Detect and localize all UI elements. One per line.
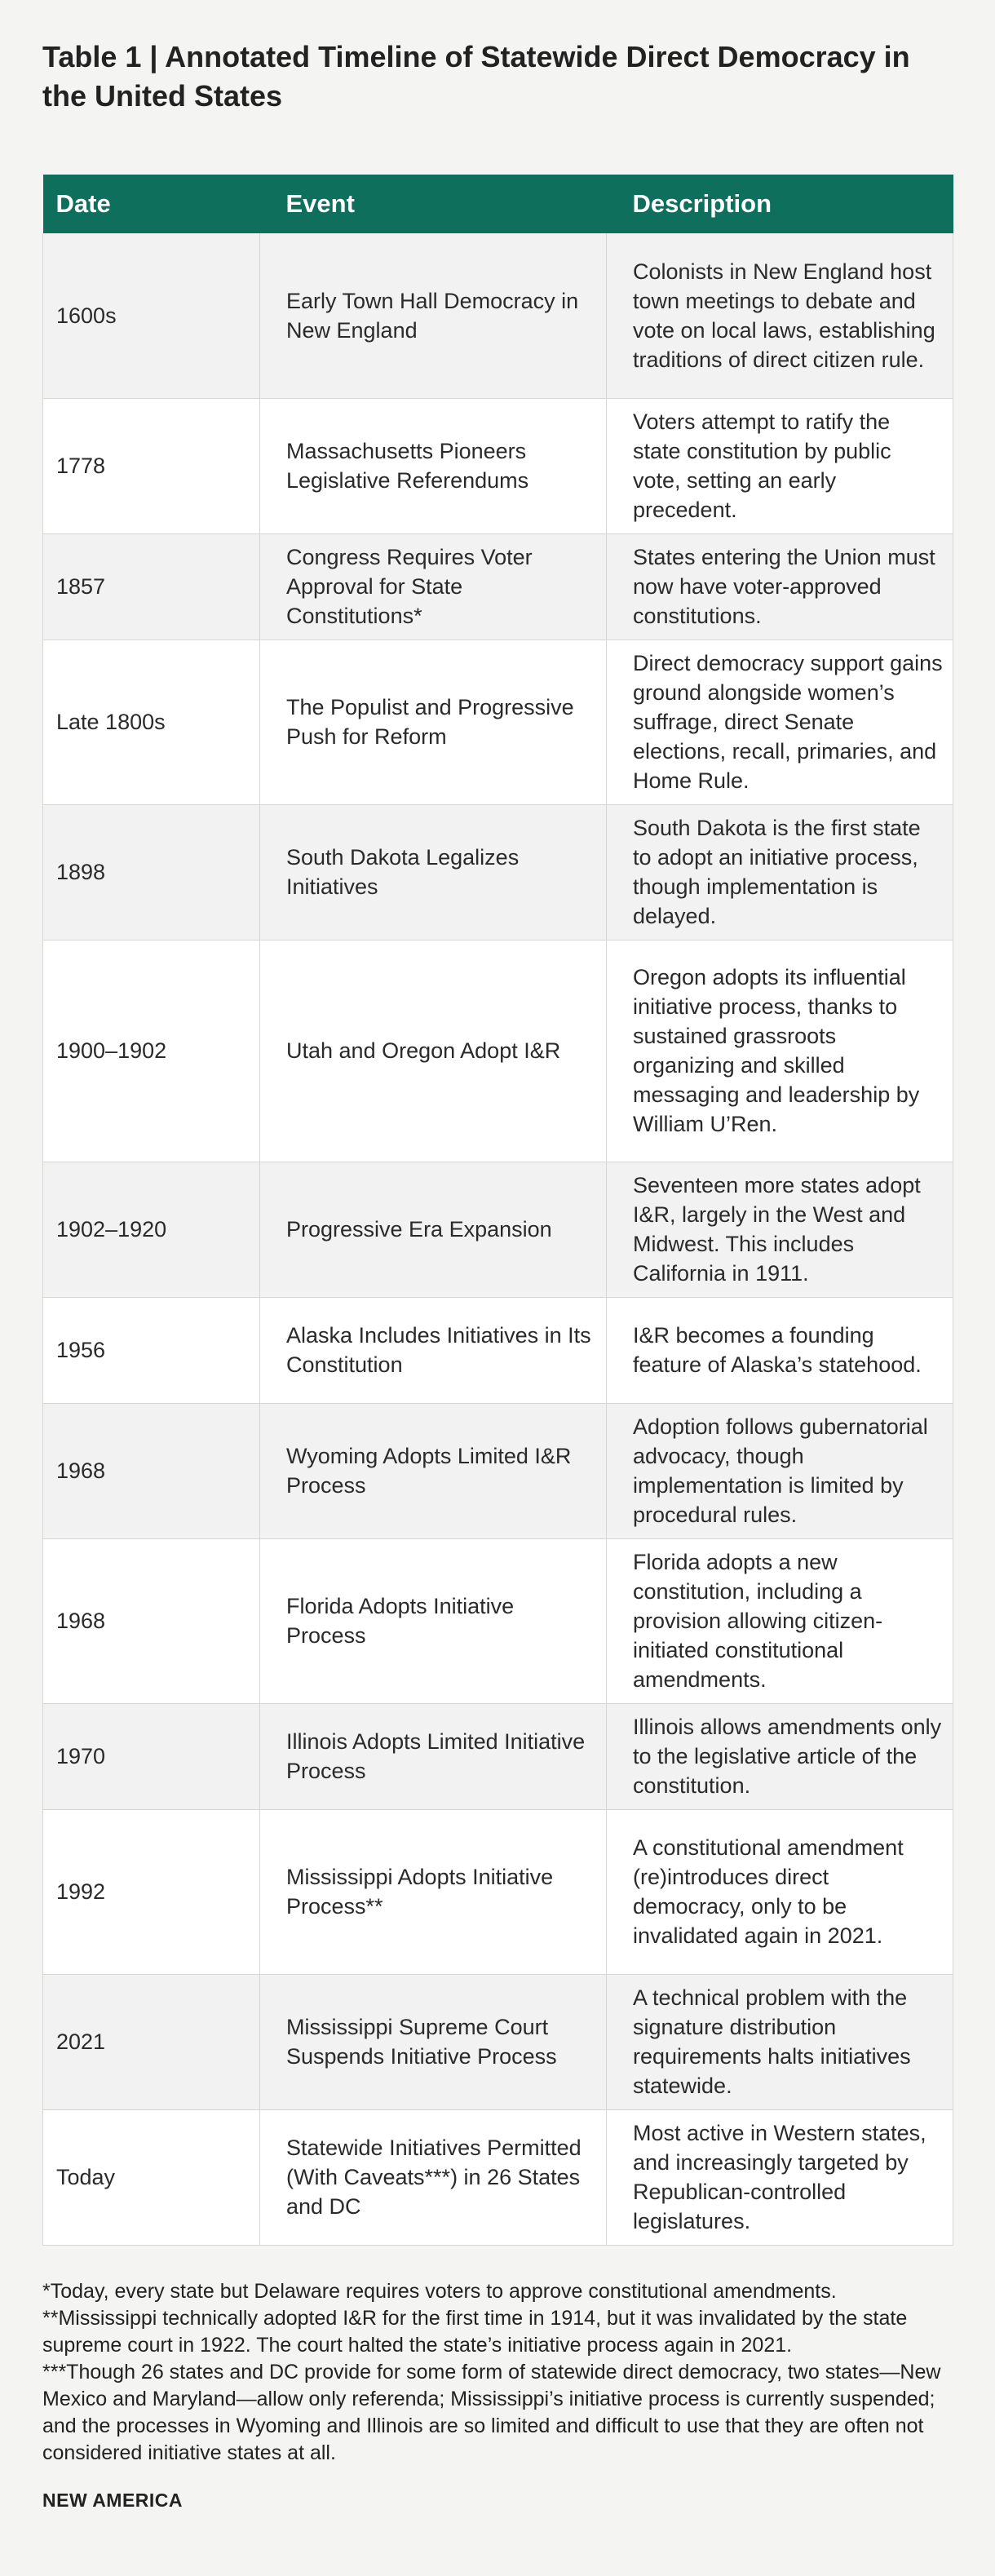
date-cell: 1898 <box>43 804 260 940</box>
table-row <box>43 1974 953 2109</box>
table-row <box>43 1162 953 1297</box>
footnote: *Today, every state but Delaware requires voters to approve constitutional amendments. <box>42 2279 837 2303</box>
date-cell: 1968 <box>43 1403 260 1538</box>
event-cell: Mississippi Supreme Court Suspends Initiative Process <box>260 1974 607 2109</box>
footnote: **Mississippi technically adopted I&R for the first time in 1914, but it was invalidated by the state supreme court in 1922. The court halted the state’s initiative process again in 2021. <box>42 2306 908 2357</box>
table-row <box>43 398 953 533</box>
table-row <box>43 804 953 940</box>
description-cell: States entering the Union must now have voter-approved constitutions. <box>607 533 953 640</box>
description-cell: A constitutional amendment (re)introduces direct democracy, only to be invalidated again in 2021. <box>607 1809 953 1974</box>
date-cell: 1956 <box>43 1297 260 1403</box>
description-cell: I&R becomes a founding feature of Alaska’s statehood. <box>607 1297 953 1403</box>
description-cell: Florida adopts a new constitution, including a provision allowing citizen-initiated constitutional amendments. <box>607 1538 953 1703</box>
event-cell: Florida Adopts Initiative Process <box>260 1538 607 1703</box>
footnotes <box>42 2278 953 2467</box>
description-cell: Voters attempt to ratify the state constitution by public vote, setting an early precedent. <box>607 398 953 533</box>
column-header-description: Description <box>607 175 953 233</box>
table-row <box>43 640 953 804</box>
column-header-event: Event <box>260 175 607 233</box>
description-cell: Direct democracy support gains ground alongside women’s suffrage, direct Senate elections, recall, primaries, and Home Rule. <box>607 640 953 804</box>
event-cell: Congress Requires Voter Approval for State Constitutions* <box>260 533 607 640</box>
table-row <box>43 1703 953 1809</box>
description-cell: Illinois allows amendments only to the legislative article of the constitution. <box>607 1703 953 1809</box>
date-cell: Today <box>43 2109 260 2245</box>
event-cell: South Dakota Legalizes Initiatives <box>260 804 607 940</box>
event-cell: The Populist and Progressive Push for Reform <box>260 640 607 804</box>
event-cell: Progressive Era Expansion <box>260 1162 607 1297</box>
date-cell: Late 1800s <box>43 640 260 804</box>
table-row <box>43 2109 953 2245</box>
date-cell: 1902–1920 <box>43 1162 260 1297</box>
description-cell: South Dakota is the first state to adopt an initiative process, though implementation is delayed. <box>607 804 953 940</box>
event-cell: Mississippi Adopts Initiative Process** <box>260 1809 607 1974</box>
event-cell: Early Town Hall Democracy in New England <box>260 233 607 398</box>
description-cell: Oregon adopts its influential initiative process, thanks to sustained grassroots organizing and skilled messaging and leadership by William U’Ren. <box>607 940 953 1162</box>
column-header-date: Date <box>43 175 260 233</box>
description-cell: Seventeen more states adopt I&R, largely in the West and Midwest. This includes California in 1911. <box>607 1162 953 1297</box>
description-cell: A technical problem with the signature distribution requirements halts initiatives statewide. <box>607 1974 953 2109</box>
timeline-table <box>42 175 953 2246</box>
event-cell: Alaska Includes Initiatives in Its Constitution <box>260 1297 607 1403</box>
table-title: Table 1 | Annotated Timeline of Statewide Direct Democracy in the United States <box>42 40 910 113</box>
brand-logo-text: NEW AMERICA <box>42 2489 184 2511</box>
page <box>42 0 953 2512</box>
footnote: ***Though 26 states and DC provide for some form of statewide direct democracy, two states—New Mexico and Maryland—allow only referenda; Mississippi’s initiative process is currently suspended; and the processes in Wyoming and Illinois are so limited and difficult to use that they are often not considered initiative states at all. <box>42 2360 941 2464</box>
table-row <box>43 533 953 640</box>
date-cell: 1992 <box>43 1809 260 1974</box>
description-cell: Most active in Western states, and increasingly targeted by Republican-controlled legislatures. <box>607 2109 953 2245</box>
event-cell: Statewide Initiatives Permitted (With Caveats***) in 26 States and DC <box>260 2109 607 2245</box>
table-row <box>43 1809 953 1974</box>
event-cell: Massachusetts Pioneers Legislative Referendums <box>260 398 607 533</box>
table-row <box>43 1297 953 1403</box>
date-cell: 1600s <box>43 233 260 398</box>
date-cell: 1970 <box>43 1703 260 1809</box>
event-cell: Utah and Oregon Adopt I&R <box>260 940 607 1162</box>
date-cell: 1968 <box>43 1538 260 1703</box>
date-cell: 1778 <box>43 398 260 533</box>
table-row <box>43 233 953 398</box>
header-row <box>43 175 953 233</box>
date-cell: 1900–1902 <box>43 940 260 1162</box>
event-cell: Illinois Adopts Limited Initiative Process <box>260 1703 607 1809</box>
date-cell: 2021 <box>43 1974 260 2109</box>
event-cell: Wyoming Adopts Limited I&R Process <box>260 1403 607 1538</box>
table-row <box>43 1538 953 1703</box>
table-row <box>43 940 953 1162</box>
description-cell: Colonists in New England host town meetings to debate and vote on local laws, establishing traditions of direct citizen rule. <box>607 233 953 398</box>
date-cell: 1857 <box>43 533 260 640</box>
description-cell: Adoption follows gubernatorial advocacy, though implementation is limited by procedural rules. <box>607 1403 953 1538</box>
table-row <box>43 1403 953 1538</box>
